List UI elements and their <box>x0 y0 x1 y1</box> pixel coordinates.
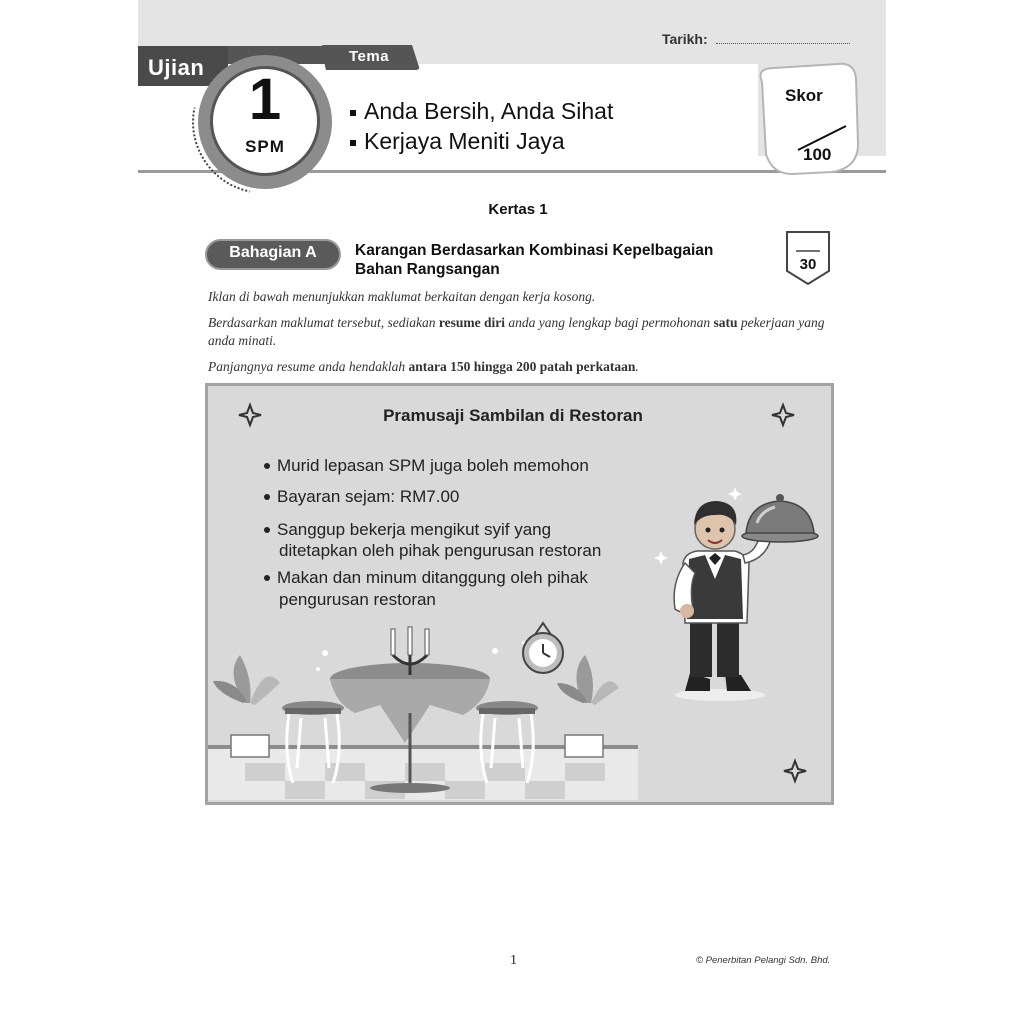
stimulus-bullet <box>264 455 589 476</box>
section-label: Bahagian A <box>229 244 317 261</box>
date-field[interactable] <box>716 43 850 44</box>
sparkle-icon <box>654 551 668 565</box>
bullet-text: Bayaran sejam: RM7.00 <box>277 487 460 506</box>
plant-left <box>213 655 280 757</box>
date-label: Tarikh: <box>662 31 708 47</box>
score-label: Skor <box>785 86 823 105</box>
instruction-2: Berdasarkan maklumat tersebut, sediakan resume diri anda yang lengkap bagi permohonan satu pekerjaan yang anda minati. <box>208 315 825 348</box>
theme-item <box>350 128 565 155</box>
bold-text: satu <box>713 315 738 330</box>
theme-item <box>350 98 613 125</box>
tema-label: Tema <box>349 48 390 65</box>
bullet-dot-icon <box>264 463 270 469</box>
test-subtitle: SPM <box>245 137 285 156</box>
bullet-square-icon <box>350 140 356 146</box>
stimulus-title: Pramusaji Sambilan di Restoran <box>383 406 643 425</box>
sparkle-icon <box>728 487 742 501</box>
test-number: 1 <box>248 67 282 132</box>
bullet-square-icon <box>350 110 356 116</box>
stimulus-bullet-continuation: pengurusan restoran <box>279 590 436 609</box>
bullet-text: Murid lepasan SPM juga boleh memohon <box>277 456 589 475</box>
section-title: Karangan Berdasarkan Kombinasi Kepelbagaian Bahan Rangsangan <box>355 242 714 278</box>
score-total: 100 <box>803 145 832 164</box>
wall-clock-icon <box>523 623 563 673</box>
bullet-dot-icon <box>264 575 270 581</box>
serving-cloche-icon <box>742 494 818 542</box>
instruction-3: Panjangnya resume anda hendaklah antara 150 hingga 200 patah perkataan. <box>208 359 639 374</box>
theme-text: Anda Bersih, Anda Sihat <box>364 98 614 124</box>
ujian-label: Ujian <box>148 55 205 80</box>
paper-title: Kertas 1 <box>488 201 548 218</box>
bullet-text: Makan dan minum ditanggung oleh pihak <box>277 568 588 587</box>
bullet-text: Sanggup bekerja mengikut syif yang <box>277 520 552 539</box>
instruction-1: Iklan di bawah menunjukkan maklumat berkaitan dengan kerja kosong. <box>208 289 596 304</box>
page-number: 1 <box>510 953 517 968</box>
bullet-dot-icon <box>264 527 270 533</box>
stimulus-bullet-continuation: ditetapkan oleh pihak pengurusan restoran <box>279 541 602 560</box>
stimulus-bullet <box>264 567 588 588</box>
section-marks: 30 <box>799 256 817 273</box>
stimulus-bullet <box>264 519 551 540</box>
bold-text: antara 150 hingga 200 patah perkataan <box>408 359 636 374</box>
plant-right <box>557 655 619 757</box>
stimulus-bullet <box>264 486 459 507</box>
theme-text: Kerjaya Meniti Jaya <box>364 128 565 154</box>
bullet-dot-icon <box>264 494 270 500</box>
sparkle-icon <box>784 761 806 781</box>
copyright-notice: © Penerbitan Pelangi Sdn. Bhd. <box>696 955 831 966</box>
bold-text: resume diri <box>438 315 505 330</box>
